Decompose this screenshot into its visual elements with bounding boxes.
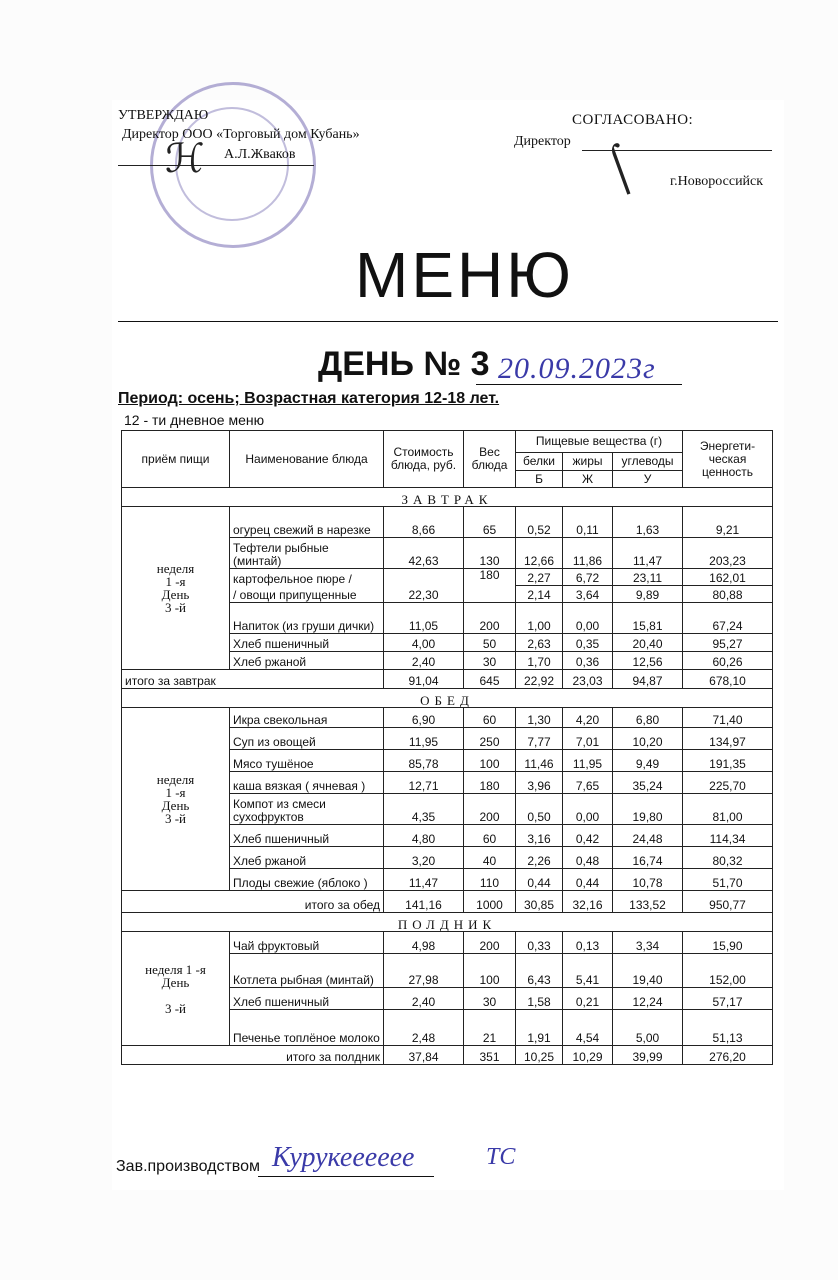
table-cell-dish: Мясо тушёное [230, 750, 384, 772]
table-cell-value: 24,48 [613, 825, 683, 847]
table-cell-value: 37,84 [384, 1046, 464, 1065]
table-cell-dish: картофельное пюре / [230, 569, 384, 586]
table-cell-value: 351 [464, 1046, 516, 1065]
table-cell-dish: Компот из смеси сухофруктов [230, 794, 384, 825]
table-cell-value: 60 [464, 708, 516, 728]
table-cell-value: 4,00 [384, 634, 464, 652]
table-row [122, 708, 773, 728]
table-cell-dish: Хлеб пшеничный [230, 825, 384, 847]
table-cell-value: 2,48 [384, 1010, 464, 1046]
table-cell-value: 0,35 [563, 634, 613, 652]
col-meal: приём пищи [122, 431, 230, 488]
table-cell-value: 6,43 [516, 954, 563, 988]
table-cell-value: 9,49 [613, 750, 683, 772]
table-cell-value: 6,80 [613, 708, 683, 728]
table-cell-value: 1,91 [516, 1010, 563, 1046]
col-weight: Вес блюда [464, 431, 516, 488]
table-cell-value: 1000 [464, 891, 516, 913]
table-cell-value: 100 [464, 750, 516, 772]
table-cell-value: 0,44 [516, 869, 563, 891]
table-cell-value: 30 [464, 652, 516, 670]
table-cell-dish: Тефтели рыбные (минтай) [230, 538, 384, 569]
col-b: Б [516, 471, 563, 488]
table-cell-dish: Напиток (из груши дички) [230, 603, 384, 634]
table-cell-value: 60 [464, 825, 516, 847]
col-fats: жиры [563, 453, 613, 471]
table-cell-dish: итого за обед [122, 891, 384, 913]
footer-label: Зав.производством [116, 1158, 260, 1175]
table-cell-value: 200 [464, 794, 516, 825]
table-cell-value: 3,20 [384, 847, 464, 869]
city-label: г.Новороссийск [670, 174, 764, 189]
cycle-label: 12 - ти дневное меню [124, 412, 265, 428]
table-cell-value: 2,27 [516, 569, 563, 586]
signature-line-left [118, 165, 314, 166]
table-cell-value: 6,72 [563, 569, 613, 586]
table-cell-value: 4,54 [563, 1010, 613, 1046]
table-cell-value: 39,99 [613, 1046, 683, 1065]
table-cell-value: 180 [464, 569, 516, 586]
section-lunch: ОБЕД [122, 689, 773, 708]
table-cell-dish: Хлеб ржаной [230, 652, 384, 670]
table-cell-value: 27,98 [384, 954, 464, 988]
table-cell-value: 110 [464, 869, 516, 891]
table-cell-dish: Плоды свежие (яблоко ) [230, 869, 384, 891]
table-cell-value: 11,46 [516, 750, 563, 772]
table-cell-value: 9,89 [613, 586, 683, 603]
table-cell-dish: Хлеб пшеничный [230, 634, 384, 652]
table-cell-value: 1,30 [516, 708, 563, 728]
table-cell-value: 4,98 [384, 932, 464, 954]
table-cell-value: 1,70 [516, 652, 563, 670]
table-cell-dish: Хлеб пшеничный [230, 988, 384, 1010]
table-cell-value: 12,24 [613, 988, 683, 1010]
table-cell-value: 23,03 [563, 670, 613, 689]
table-cell-value: 0,44 [563, 869, 613, 891]
table-cell-value: 0,13 [563, 932, 613, 954]
table-cell-value: 3,34 [613, 932, 683, 954]
table-cell-value: 0,50 [516, 794, 563, 825]
table-cell-dish: Суп из овощей [230, 728, 384, 750]
section-snack: ПОЛДНИК [122, 913, 773, 932]
table-cell-value: 200 [464, 603, 516, 634]
table-cell-value: 162,01 [683, 569, 773, 586]
col-proteins: белки [516, 453, 563, 471]
table-cell-dish: каша вязкая ( ячневая ) [230, 772, 384, 794]
table-cell-value: 10,25 [516, 1046, 563, 1065]
table-cell-value: 81,00 [683, 794, 773, 825]
table-cell-value: 10,20 [613, 728, 683, 750]
table-cell-value: 42,63 [384, 538, 464, 569]
total-row-lunch [122, 891, 773, 913]
agreed-label: СОГЛАСОВАНО: [572, 112, 694, 128]
table-cell-value: 11,95 [563, 750, 613, 772]
table-cell-value: 1,00 [516, 603, 563, 634]
table-cell-value: 23,11 [613, 569, 683, 586]
signature-scribble-left: ℋ [165, 136, 205, 181]
table-cell-value: 645 [464, 670, 516, 689]
table-cell-value: 0,00 [563, 603, 613, 634]
table-cell-value: 11,47 [384, 869, 464, 891]
table-cell-dish: Печенье топлёное молоко [230, 1010, 384, 1046]
footer-signature-line [258, 1176, 434, 1177]
table-cell-value: 276,20 [683, 1046, 773, 1065]
table-cell-value: 9,21 [683, 507, 773, 538]
table-cell-value: 95,27 [683, 634, 773, 652]
table-cell-value: 94,87 [613, 670, 683, 689]
section-breakfast: ЗАВТРАК [122, 488, 773, 507]
table-cell-value: 57,17 [683, 988, 773, 1010]
table-cell-value: 7,01 [563, 728, 613, 750]
table-cell-value: 134,97 [683, 728, 773, 750]
table-cell-value: 203,23 [683, 538, 773, 569]
meal-cell-breakfast: неделя 1 -я День 3 -й [122, 507, 230, 670]
table-cell-value: 51,13 [683, 1010, 773, 1046]
approve-label: УТВЕРЖДАЮ [118, 108, 209, 123]
table-cell-value: 3,64 [563, 586, 613, 603]
table-cell-value [384, 569, 464, 586]
col-dish: Наименование блюда [230, 431, 384, 488]
table-cell-value: 11,05 [384, 603, 464, 634]
table-cell-value: 10,29 [563, 1046, 613, 1065]
table-cell-value: 80,88 [683, 586, 773, 603]
table-cell-dish: огурец свежий в нарезке [230, 507, 384, 538]
table-row [122, 507, 773, 538]
table-cell-value: 10,78 [613, 869, 683, 891]
table-cell-value: 200 [464, 932, 516, 954]
table-cell-value: 3,96 [516, 772, 563, 794]
table-cell-value: 225,70 [683, 772, 773, 794]
table-cell-value: 19,40 [613, 954, 683, 988]
table-cell-value: 12,66 [516, 538, 563, 569]
table-cell-value: 250 [464, 728, 516, 750]
table-cell-value: 1,58 [516, 988, 563, 1010]
handwritten-signature: Курукееееее [272, 1142, 415, 1173]
table-cell-value: 32,16 [563, 891, 613, 913]
director-org: Директор ООО «Торговый дом Кубань» [122, 127, 360, 142]
table-cell-value: 11,95 [384, 728, 464, 750]
table-cell-value: 2,40 [384, 652, 464, 670]
table-cell-value: 67,24 [683, 603, 773, 634]
table-cell-value: 152,00 [683, 954, 773, 988]
table-cell-dish: Котлета рыбная (минтай) [230, 954, 384, 988]
menu-table [121, 430, 773, 1065]
table-cell-dish: Хлеб ржаной [230, 847, 384, 869]
table-cell-value: 8,66 [384, 507, 464, 538]
table-cell-value: 16,74 [613, 847, 683, 869]
table-cell-dish: Икра свекольная [230, 708, 384, 728]
table-cell-value: 678,10 [683, 670, 773, 689]
table-cell-value: 4,35 [384, 794, 464, 825]
meal-cell-lunch: неделя 1 -я День 3 -й [122, 708, 230, 891]
table-cell-value: 20,40 [613, 634, 683, 652]
table-cell-value: 40 [464, 847, 516, 869]
col-cost: Стоимость блюда, руб. [384, 431, 464, 488]
table-cell-value: 5,00 [613, 1010, 683, 1046]
table-cell-value: 71,40 [683, 708, 773, 728]
table-cell-value: 2,14 [516, 586, 563, 603]
table-cell-value: 85,78 [384, 750, 464, 772]
table-cell-value: 12,56 [613, 652, 683, 670]
table-cell-value: 30,85 [516, 891, 563, 913]
table-cell-value: 60,26 [683, 652, 773, 670]
col-nutrients: Пищевые вещества (г) [516, 431, 683, 453]
table-cell-value: 0,33 [516, 932, 563, 954]
table-cell-value: 0,52 [516, 507, 563, 538]
table-cell-dish: итого за завтрак [122, 670, 384, 689]
table-cell-value: 114,34 [683, 825, 773, 847]
table-cell-value: 0,48 [563, 847, 613, 869]
table-cell-value: 50 [464, 634, 516, 652]
col-energy: Энергети-ческая ценность [683, 431, 773, 488]
handwritten-date: 20.09.2023г [498, 352, 656, 385]
table-cell-value: 22,30 [384, 586, 464, 603]
table-cell-value: 80,32 [683, 847, 773, 869]
table-cell-value: 12,71 [384, 772, 464, 794]
page-title: МЕНЮ [355, 239, 574, 311]
meal-cell-snack: неделя 1 -я День 3 -й [122, 932, 230, 1046]
table-cell-value: 130 [464, 538, 516, 569]
table-cell-value: 0,42 [563, 825, 613, 847]
table-cell-value: 6,90 [384, 708, 464, 728]
table-cell-value: 133,52 [613, 891, 683, 913]
table-cell-value: 19,80 [613, 794, 683, 825]
table-cell-value: 91,04 [384, 670, 464, 689]
total-row-snack [122, 1046, 773, 1065]
col-u: У [613, 471, 683, 488]
table-cell-value: 15,90 [683, 932, 773, 954]
table-cell-value: 3,16 [516, 825, 563, 847]
table-cell-value: 4,80 [384, 825, 464, 847]
signature-scribble-right: ⌠ [597, 137, 641, 196]
table-cell-value: 7,65 [563, 772, 613, 794]
table-cell-value: 65 [464, 507, 516, 538]
table-cell-value: 0,36 [563, 652, 613, 670]
table-cell-value: 51,70 [683, 869, 773, 891]
table-cell-value: 2,40 [384, 988, 464, 1010]
table-cell-value: 15,81 [613, 603, 683, 634]
table-cell-value: 191,35 [683, 750, 773, 772]
table-row [122, 932, 773, 954]
table-cell-value: 30 [464, 988, 516, 1010]
table-cell-dish: итого за полдник [122, 1046, 384, 1065]
table-cell-value [464, 586, 516, 603]
table-cell-value: 0,11 [563, 507, 613, 538]
director-name: А.Л.Жваков [224, 147, 296, 162]
title-divider [118, 321, 778, 322]
col-zh: Ж [563, 471, 613, 488]
table-cell-value: 141,16 [384, 891, 464, 913]
period-label: Период: осень; Возрастная категория 12-18 лет. [118, 390, 500, 407]
table-cell-value: 11,47 [613, 538, 683, 569]
total-row-breakfast [122, 670, 773, 689]
table-cell-value: 11,86 [563, 538, 613, 569]
table-cell-value: 22,92 [516, 670, 563, 689]
table-cell-dish: Чай фруктовый [230, 932, 384, 954]
table-cell-value: 21 [464, 1010, 516, 1046]
agreed-director: Директор [514, 134, 571, 149]
table-cell-value: 7,77 [516, 728, 563, 750]
handwritten-initials: ТС [486, 1144, 516, 1170]
table-cell-value: 2,63 [516, 634, 563, 652]
table-cell-value: 180 [464, 772, 516, 794]
table-cell-value: 0,21 [563, 988, 613, 1010]
table-cell-value: 4,20 [563, 708, 613, 728]
table-cell-value: 0,00 [563, 794, 613, 825]
table-cell-dish: / овощи припущенные [230, 586, 384, 603]
table-cell-value: 950,77 [683, 891, 773, 913]
table-cell-value: 5,41 [563, 954, 613, 988]
col-carbs: углеводы [613, 453, 683, 471]
table-cell-value: 2,26 [516, 847, 563, 869]
table-cell-value: 100 [464, 954, 516, 988]
table-cell-value: 1,63 [613, 507, 683, 538]
day-label: ДЕНЬ № 3 [318, 345, 490, 383]
table-cell-value: 35,24 [613, 772, 683, 794]
